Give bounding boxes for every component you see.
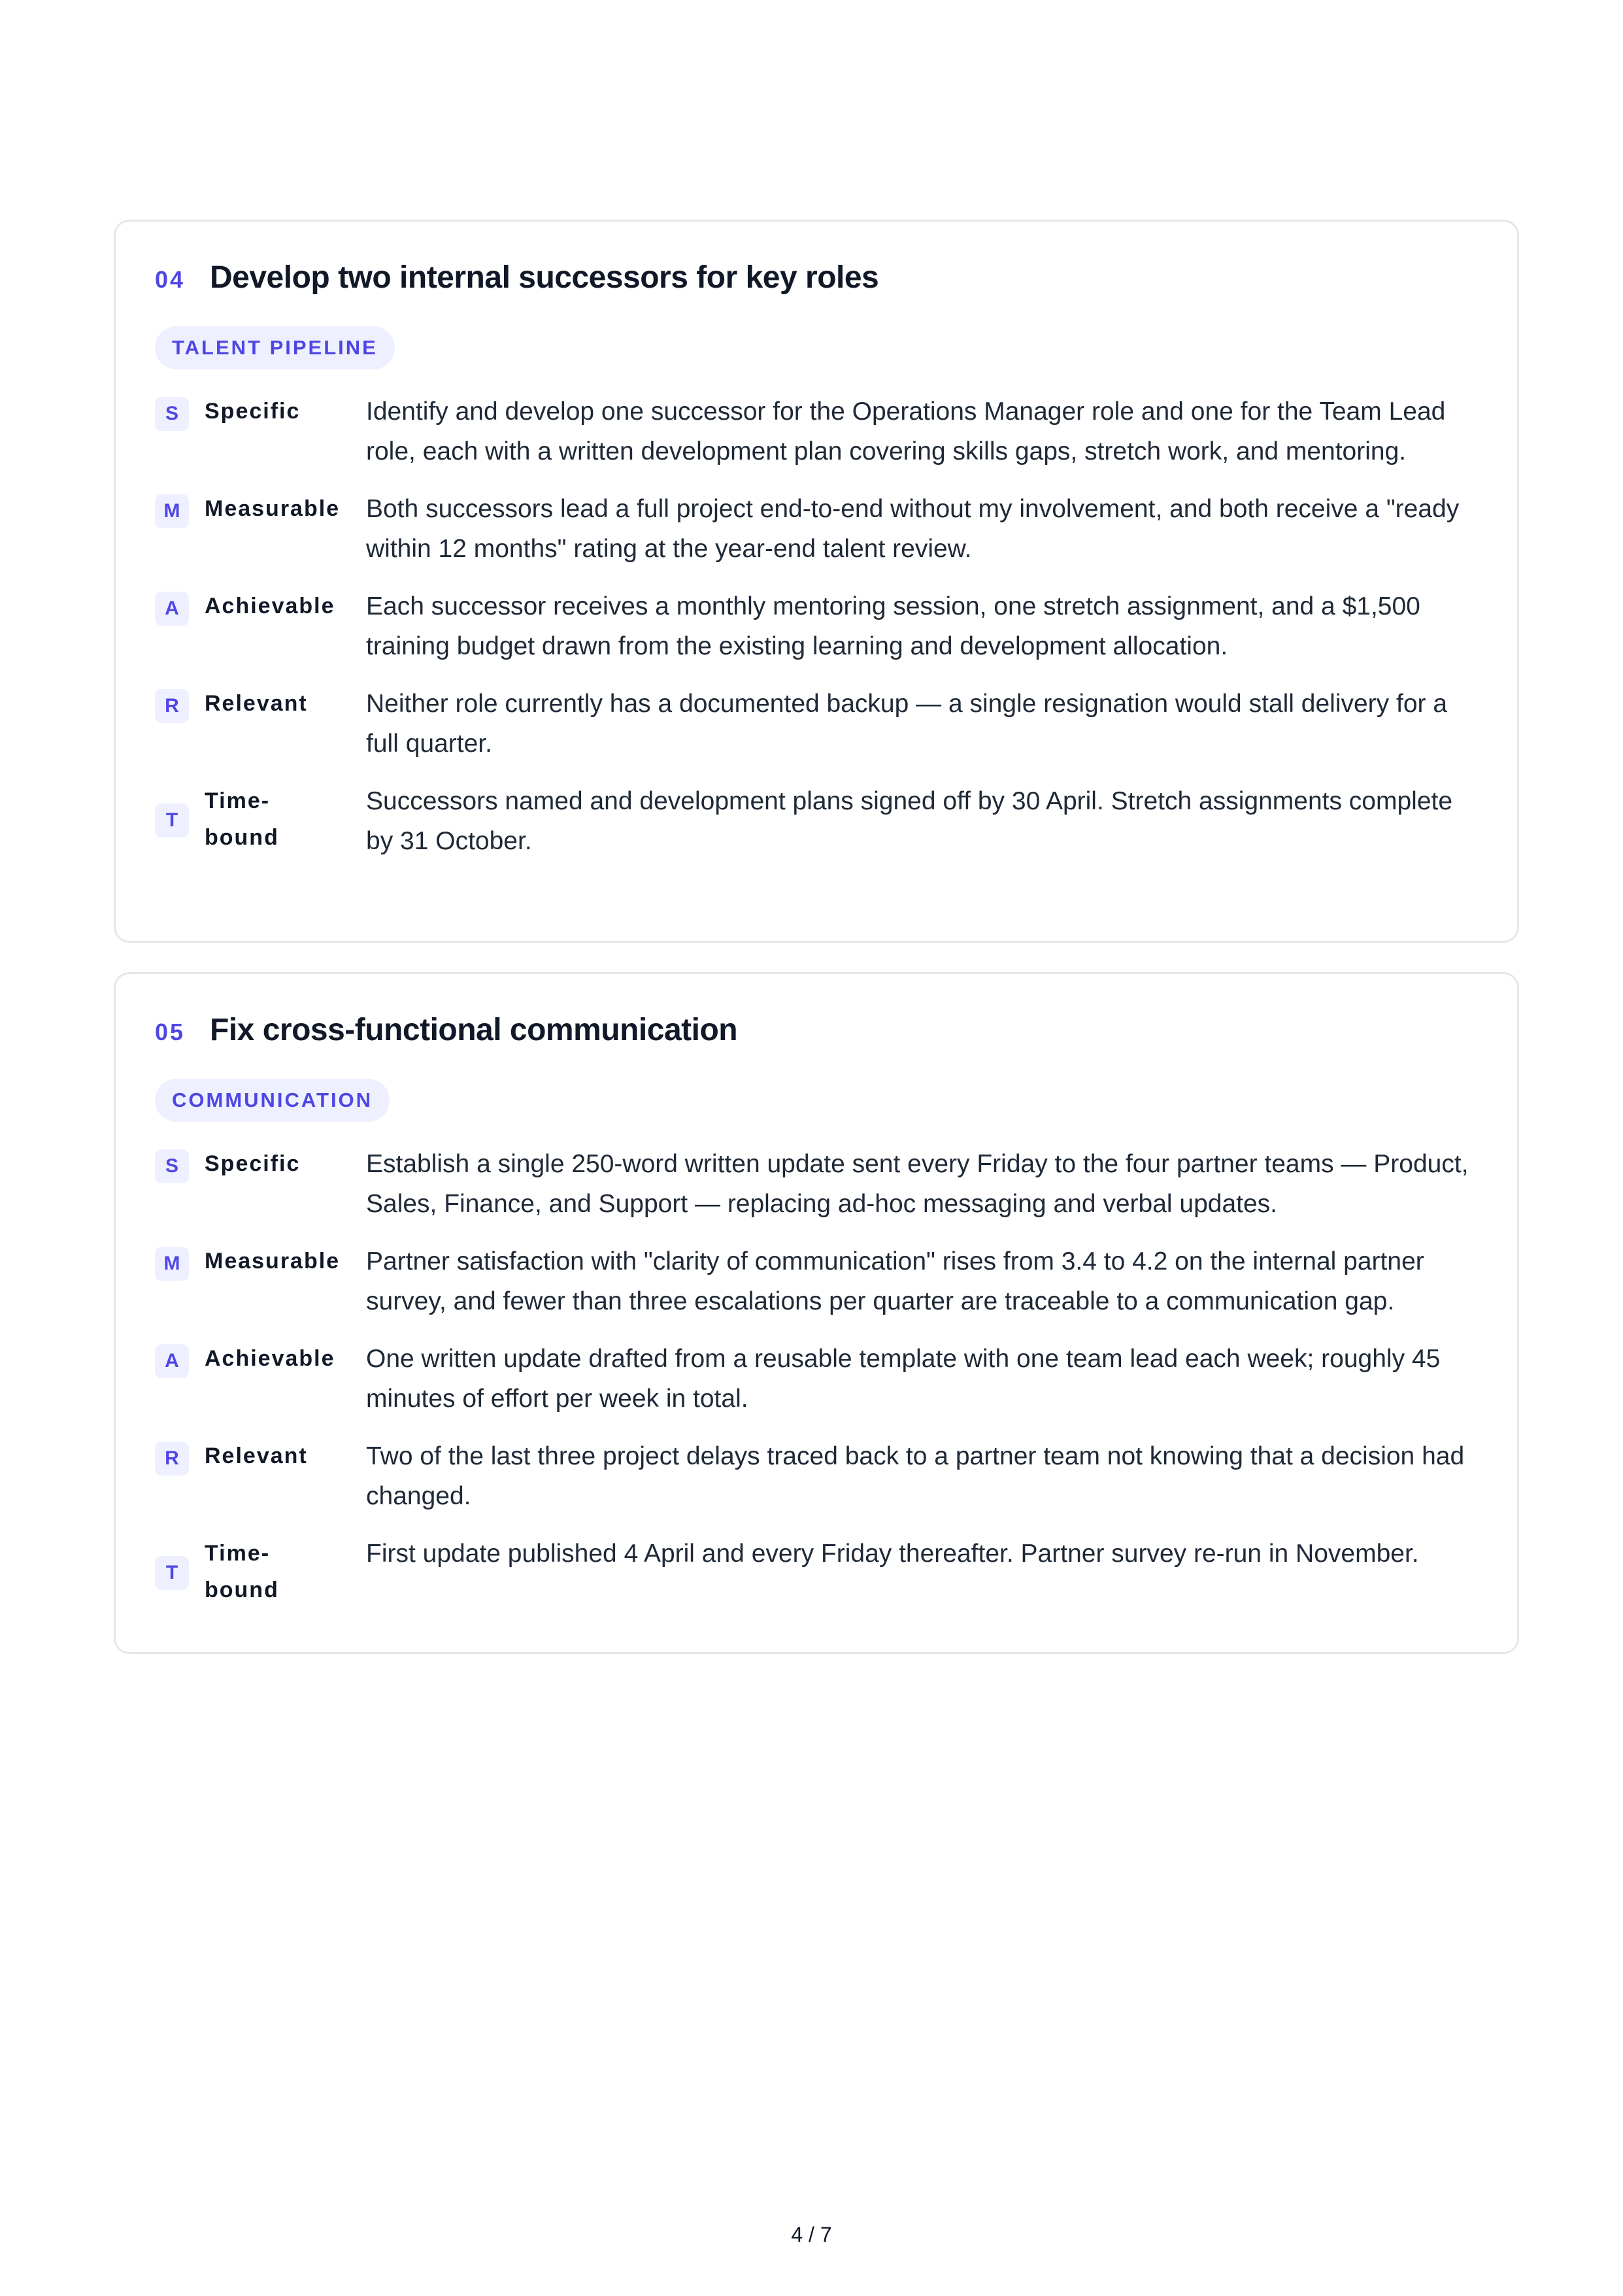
smart-label: Time-bound: [205, 1541, 279, 1602]
goal-card: [114, 972, 1519, 1654]
smart-label: Specific: [205, 399, 301, 424]
smart-text: One written update drafted from a reusable template with one team lead each week; roughly 45 minutes of effort per week in total.: [366, 1345, 1441, 1413]
smart-row-relevant: [155, 1438, 1478, 1516]
smart-list: [155, 1145, 1478, 1608]
smart-label: Time-bound: [205, 788, 279, 850]
smart-row-time-bound: [155, 783, 1478, 861]
goal-number: 05: [155, 1019, 186, 1045]
smart-letter-badge: M: [155, 1247, 189, 1281]
smart-row-specific: [155, 1145, 1478, 1224]
smart-label: Achievable: [205, 1346, 335, 1371]
smart-row-measurable: [155, 1243, 1478, 1321]
smart-row-achievable: [155, 1340, 1478, 1419]
category-badge: TALENT PIPELINE: [155, 326, 395, 369]
smart-text: Neither role currently has a documented backup — a single resignation would stall delivery for a full quarter.: [366, 690, 1448, 758]
category-badge: COMMUNICATION: [155, 1079, 390, 1122]
smart-text: Establish a single 250-word written update sent every Friday to the four partner teams — Product, Sales, Finance, and Support — replacing ad-hoc messaging and verbal updates.: [366, 1150, 1469, 1218]
smart-text: Partner satisfaction with "clarity of communication" rises from 3.4 to 4.2 on the internal partner survey, and fewer than three escalations per quarter are traceable to a communication gap.: [366, 1247, 1424, 1315]
smart-text: Each successor receives a monthly mentoring session, one stretch assignment, and a $1,500 training budget drawn from the existing learning and development allocation.: [366, 592, 1420, 660]
goal-title: Fix cross-functional communication: [210, 1013, 738, 1047]
smart-row-relevant: [155, 685, 1478, 764]
smart-text: Identify and develop one successor for the Operations Manager role and one for the Team Lead role, each with a written development plan covering skills gaps, stretch work, and mentoring.: [366, 397, 1446, 465]
smart-letter-badge: R: [155, 1442, 189, 1476]
smart-letter-badge: A: [155, 1344, 189, 1378]
smart-text: First update published 4 April and every Friday thereafter. Partner survey re-run in November.: [366, 1540, 1419, 1568]
goal-card: [114, 220, 1519, 943]
smart-text: Two of the last three project delays traced back to a partner team not knowing that a decision had changed.: [366, 1442, 1465, 1510]
smart-row-time-bound: [155, 1535, 1478, 1608]
smart-letter-badge: S: [155, 397, 189, 431]
smart-letter-badge: T: [155, 1556, 189, 1590]
smart-label: Measurable: [205, 496, 341, 521]
page-indicator: 4 / 7: [791, 2223, 832, 2246]
goal-number: 04: [155, 266, 186, 293]
smart-label: Achievable: [205, 594, 335, 618]
goal-title: Develop two internal successors for key roles: [210, 260, 879, 295]
smart-letter-badge: A: [155, 592, 189, 626]
smart-label: Relevant: [205, 691, 308, 716]
smart-letter-badge: R: [155, 689, 189, 723]
smart-text: Both successors lead a full project end-to-end without my involvement, and both receive a "ready within 12 months" rating at the year-end talent review.: [366, 495, 1460, 563]
smart-letter-badge: S: [155, 1149, 189, 1183]
smart-text: Successors named and development plans signed off by 30 April. Stretch assignments complete by 31 October.: [366, 787, 1453, 855]
smart-row-measurable: [155, 490, 1478, 569]
smart-letter-badge: T: [155, 803, 189, 837]
smart-label: Specific: [205, 1151, 301, 1176]
smart-letter-badge: M: [155, 494, 189, 528]
smart-row-achievable: [155, 588, 1478, 666]
goal-header: [155, 1012, 1478, 1054]
smart-row-specific: [155, 393, 1478, 471]
goal-header: [155, 260, 1478, 301]
smart-label: Measurable: [205, 1249, 341, 1274]
smart-label: Relevant: [205, 1443, 308, 1468]
smart-list: [155, 393, 1478, 861]
